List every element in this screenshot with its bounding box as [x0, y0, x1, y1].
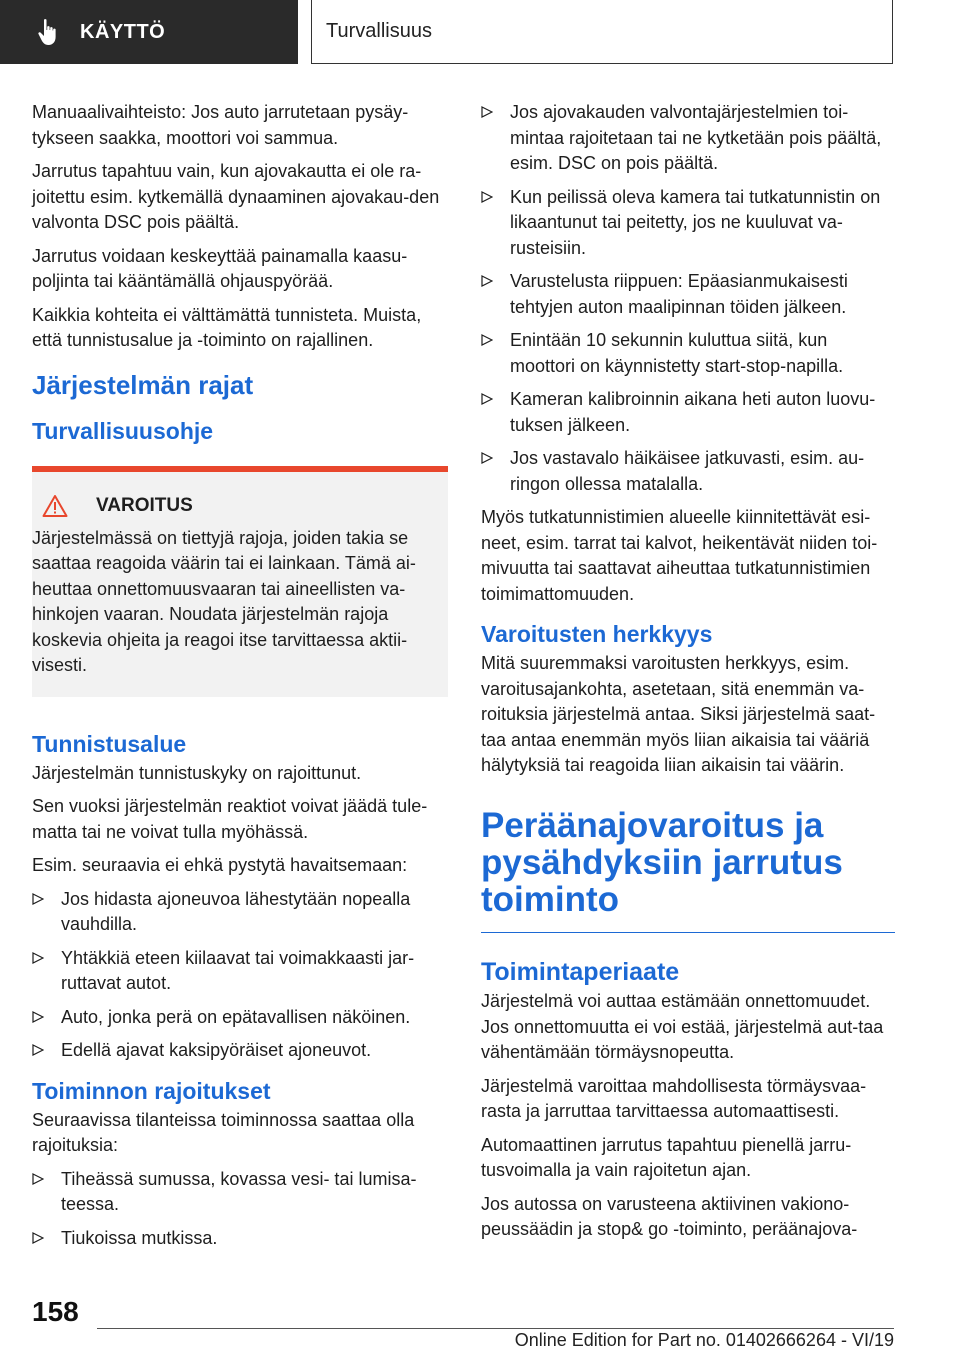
paragraph: Jos autossa on varusteena aktiivinen vakiono-peussäädin ja stop& go -toiminto, peräänajova- [481, 1193, 858, 1239]
bullet-list [481, 100, 895, 497]
list-item [32, 1038, 448, 1064]
list-item-text: Jos hidasta ajoneuvoa lähestytään nopealla vauhdilla. [61, 888, 411, 934]
list-item-text: Kameran kalibroinnin aikana heti auton luovu-tuksen jälkeen. [510, 389, 876, 435]
edition-text: Online Edition for Part no. 01402666264 - VI/19 [514, 1330, 894, 1350]
paragraph: Esim. seuraavia ei ehkä pystytä havaitsemaan: [32, 855, 408, 875]
triangle-bullet-icon [32, 1173, 44, 1185]
paragraph: Kaikkia kohteita ei välttämättä tunnisteta. Muista, että tunnistusalue ja -toiminto on rajallinen. [32, 304, 422, 350]
paragraph: Manuaalivaihteisto: Jos auto jarrutetaan pysäy-tykseen saakka, moottori voi sammua. [32, 102, 409, 148]
triangle-bullet-icon [481, 452, 493, 464]
section-title: Turvallisuus [311, 0, 893, 64]
chapter-tab [0, 0, 298, 64]
list-item-text: Varustelusta riippuen: Epäasianmukaisesti tehtyjen auton maalipinnan töiden jälkeen. [510, 271, 848, 317]
list-item [32, 1226, 448, 1252]
warning-box [32, 466, 448, 697]
footer-divider [97, 1328, 894, 1329]
triangle-bullet-icon [481, 393, 493, 405]
paragraph: Järjestelmä varoittaa mahdollisesta törmäysvaa-rasta ja jarruttaa tarvittaessa automaattisesti. [481, 1075, 867, 1121]
paragraph: Jarrutus tapahtuu vain, kun ajovakautta ei ole ra-joitettu esim. kytkemällä dynaaminen ajovakau-den valvonta DSC pois päältä. [32, 161, 440, 232]
list-item [32, 887, 448, 938]
list-item [32, 946, 448, 997]
triangle-bullet-icon [481, 191, 493, 203]
warning-text: Järjestelmässä on tiettyjä rajoja, joiden takia se saattaa reagoida väärin tai ei lainkaan. Tämä ai-heuttaa onnettomuusvaaran tai aineellisten va-hinkojen vaaran. Noudata järjestelmän rajoja koskevia ohjeita ja reagoi itse tarvittaessa aktii-visesti. [32, 527, 416, 675]
list-item-text: Jos ajovakauden valvontajärjestelmien toi-mintaa rajoitetaan tai ne kytketään pois päältä, esim. DSC on pois päältä. [510, 102, 882, 173]
paragraph: Järjestelmän tunnistuskyky on rajoittunut. [32, 762, 362, 783]
heading-warning-sensitivity: Varoitusten herkkyys [481, 621, 713, 647]
triangle-bullet-icon [32, 1044, 44, 1056]
page-number: 158 [32, 1296, 79, 1327]
paragraph: Jarrutus voidaan keskeyttää painamalla kaasu-poljinta tai kääntämällä ohjauspyörää. [32, 245, 408, 291]
triangle-bullet-icon [481, 334, 493, 346]
heading-system-limits: Järjestelmän rajat [32, 369, 254, 400]
triangle-bullet-icon [32, 1011, 44, 1023]
warning-title: VAROITUS [96, 494, 193, 516]
bullet-list [32, 887, 448, 1064]
list-item-text: Auto, jonka perä on epätavallisen näköinen. [61, 1006, 411, 1027]
list-item-text: Edellä ajavat kaksipyöräiset ajoneuvot. [61, 1040, 372, 1060]
list-item-text: Jos vastavalo häikäisee jatkuvasti, esim. au-ringon ollessa matalalla. [510, 448, 865, 494]
list-item-text: Tiukoissa mutkissa. [61, 1227, 218, 1248]
heading-divider [481, 932, 895, 934]
heading-operating-principle: Toimintaperiaate [481, 958, 680, 986]
list-item [481, 387, 895, 438]
triangle-bullet-icon [32, 893, 44, 905]
list-item [32, 1005, 448, 1031]
list-item [481, 100, 895, 177]
triangle-bullet-icon [481, 275, 493, 287]
list-item [481, 328, 895, 379]
bullet-list [32, 1167, 448, 1252]
paragraph: Sen vuoksi järjestelmän reaktiot voivat jäädä tule-matta tai ne voivat tulla myöhässä. [32, 796, 428, 842]
list-item-text: Yhtäkkiä eteen kiilaavat tai voimakkaasti jar-ruttavat autot. [61, 947, 415, 993]
list-item-text: Tiheässä sumussa, kovassa vesi- tai lumisa-teessa. [61, 1168, 417, 1214]
warning-header [32, 494, 432, 518]
chapter-label: KÄYTTÖ [80, 20, 166, 43]
list-item [481, 185, 895, 262]
paragraph: Seuraavissa tilanteissa toiminnossa saattaa olla rajoituksia: [32, 1109, 415, 1155]
list-item [481, 269, 895, 320]
paragraph: Myös tutkatunnistimien alueelle kiinnitettävät esi-neet, esim. tarrat tai kalvot, heikentävät niiden toi-mivuutta tai saattavat aiheuttaa tutkatunnistimien toimimattomuuden. [481, 507, 878, 604]
triangle-bullet-icon [481, 106, 493, 118]
heading-detection-range: Tunnistusalue [32, 730, 187, 757]
warning-triangle-icon [42, 494, 68, 518]
heading-safety-note: Turvallisuusohje [32, 417, 214, 444]
triangle-bullet-icon [32, 952, 44, 964]
heading-rear-end-warning: Peräänajovaroitus ja pysähdyksiin jarrutus toiminto [481, 805, 843, 919]
paragraph: Järjestelmä voi auttaa estämään onnettomuudet. Jos onnettomuutta ei voi estää, järjestelmä aut-taa vähentämään törmäysnopeutta. [481, 991, 884, 1062]
left-column [32, 100, 448, 1259]
list-item [481, 446, 895, 497]
paragraph: Automaattinen jarrutus tapahtuu pienellä jarru-tusvoimalla ja vain rajoitetun ajan. [481, 1134, 852, 1180]
list-item-text: Enintään 10 sekunnin kuluttua siitä, kun moottori on käynnistetty start-stop-napilla. [510, 330, 844, 376]
list-item [32, 1167, 448, 1218]
heading-function-limitations: Toiminnon rajoitukset [32, 1077, 271, 1104]
triangle-bullet-icon [32, 1232, 44, 1244]
right-column [481, 100, 895, 1251]
list-item-text: Kun peilissä oleva kamera tai tutkatunnistin on likaantunut tai peitetty, jos ne kuuluvat va-rusteisiin. [510, 186, 881, 258]
paragraph: Mitä suuremmaksi varoitusten herkkyys, esim. varoitusajankohta, asetetaan, sitä enemmän va-roituksia järjestelmä antaa. Siksi järjestelmä saat-taa antaa enemmän myös liian aikaisia tai vääriä hälytyksiä tai reagoida liian aikaisin tai väärin. [481, 653, 876, 775]
hand-pointer-icon [34, 17, 64, 47]
